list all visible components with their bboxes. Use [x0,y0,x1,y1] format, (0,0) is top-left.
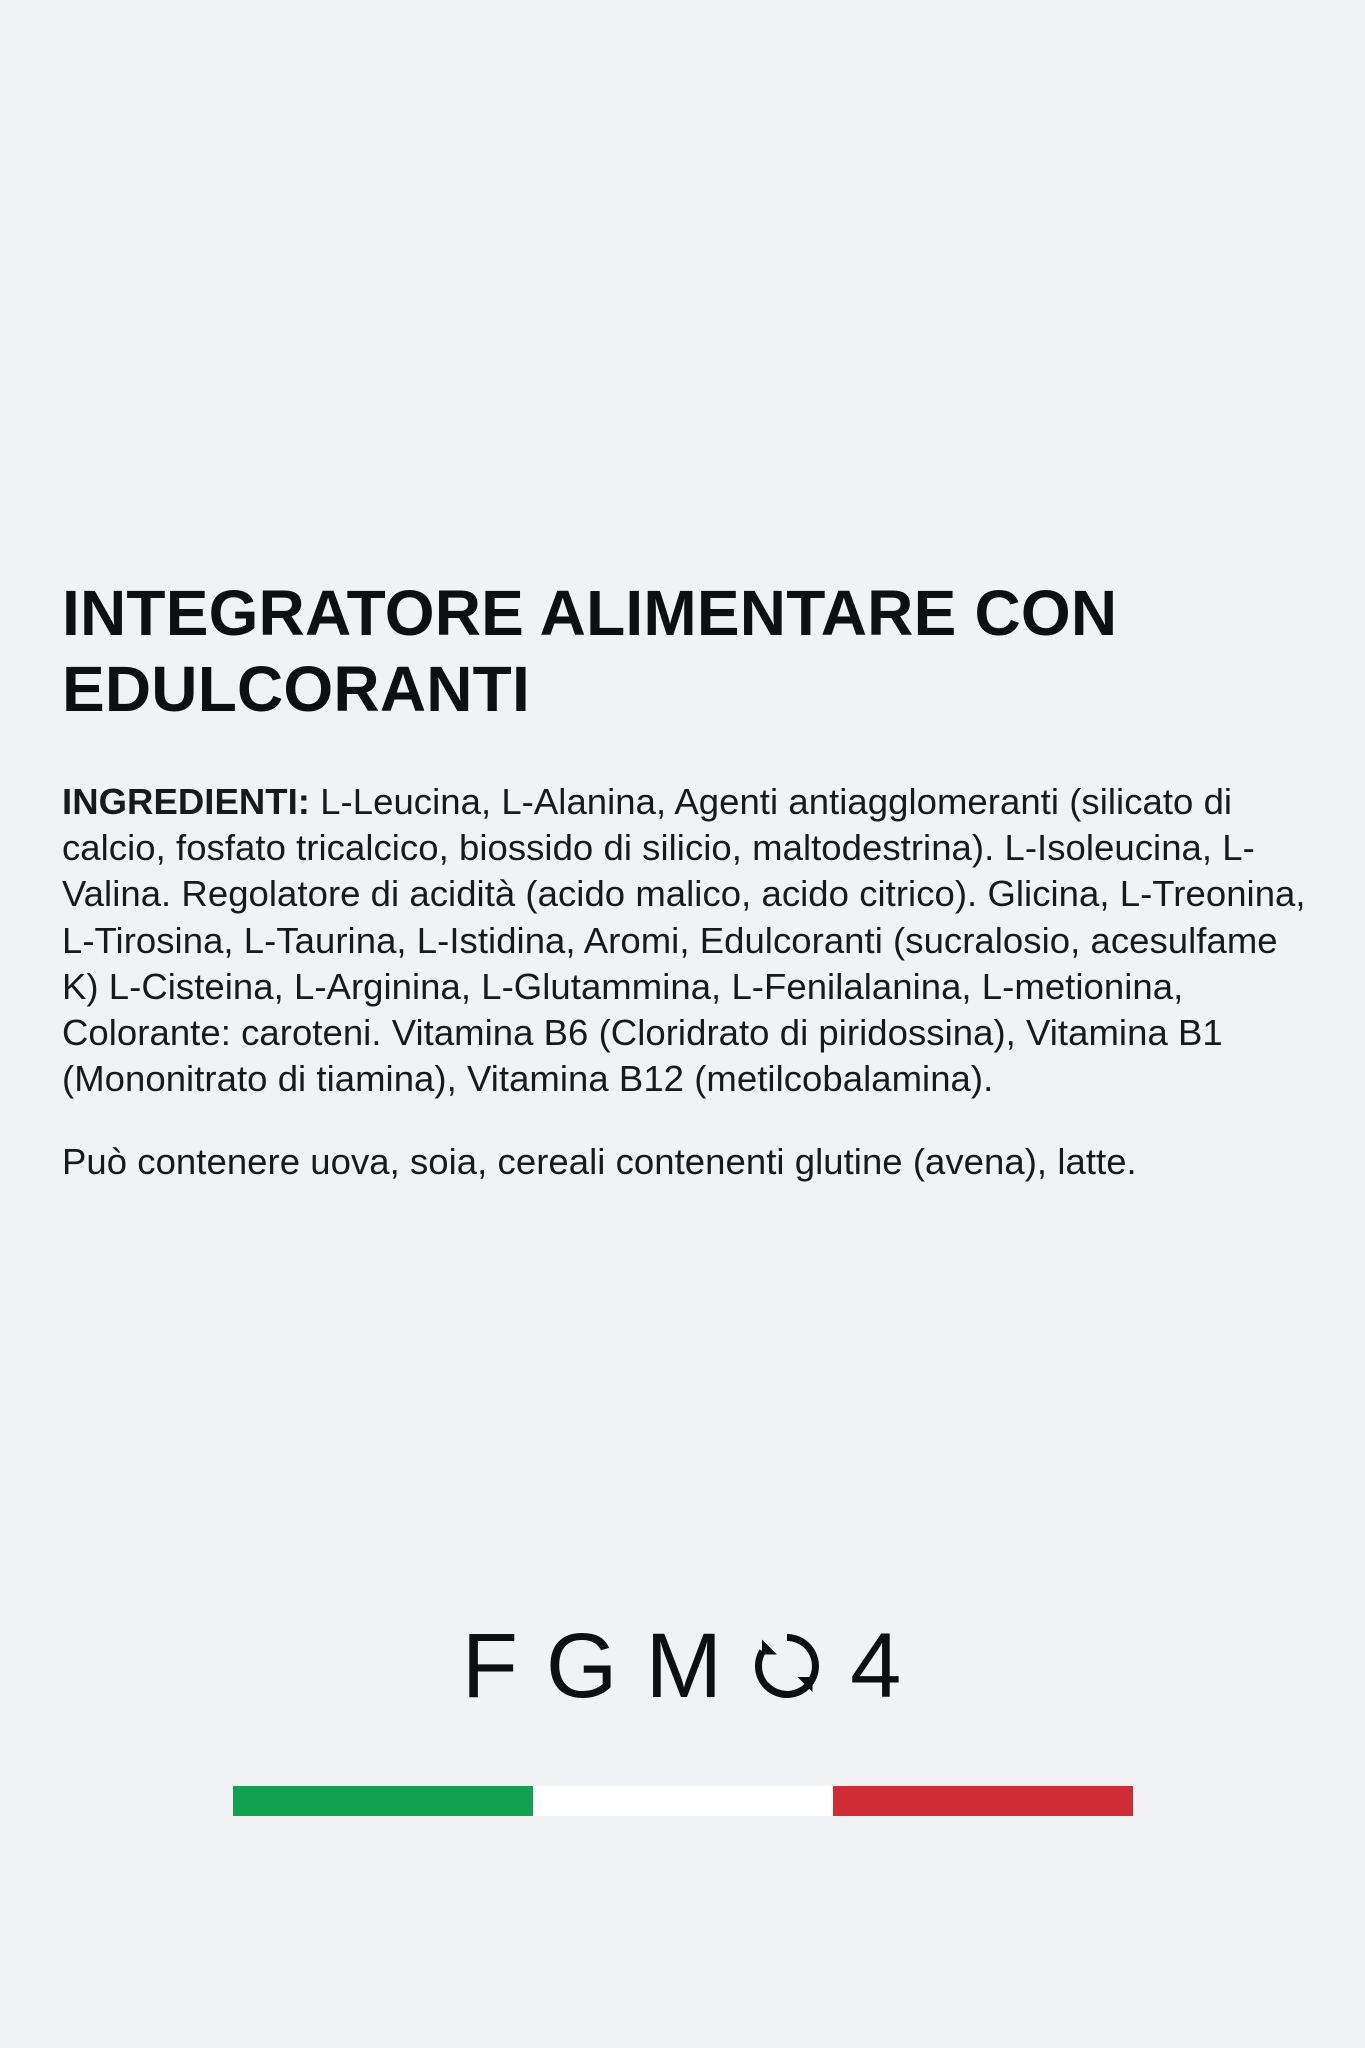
brand-wordmark [461,1615,904,1717]
red-stripe [833,1786,1133,1816]
brand-letter-f: F [461,1615,520,1717]
rotating-arrows-circle-icon [750,1629,824,1703]
brand-letter-g: G [545,1615,620,1717]
allergens-text: Può contenere uova, soia, cereali contenenti glutine (avena), latte. [62,1140,1137,1182]
white-stripe [533,1786,833,1816]
green-stripe [233,1786,533,1816]
label-content [62,576,1316,1221]
brand-letter-m: M [645,1615,725,1717]
brand-letter-4: 4 [850,1615,904,1717]
italian-flag [233,1786,1133,1816]
ingredients-label: INGREDIENTI: [62,781,310,823]
page-title: INTEGRATORE ALIMENTARE CON EDULCORANTI [62,577,1118,725]
ingredients-paragraph [62,779,1316,1102]
ingredients-text: L-Leucina, L-Alanina, Agenti antiagglomeranti (silicato di calcio, fosfato tricalcico, biossido di silicio, maltodestrina). L-Isoleucina, L-Valina. Regolatore di acidità (acido malico, acido citrico). Glicina, L-Treonina, L-Tirosina, L-Taurina, L-Istidina, Aromi, Edulcoranti (sucralosio, acesulfame K) L-Cisteina, L-Arginina, L-Glutammina, L-Fenilalanina, L-metionina, Colorante: caroteni. Vitamina B6 (Cloridrato di piridossina), Vitamina B1 (Mononitrato di tiamina), Vitamina B12 (metilcobalamina). [62,781,1316,1100]
brand-block [0,1615,1365,1816]
